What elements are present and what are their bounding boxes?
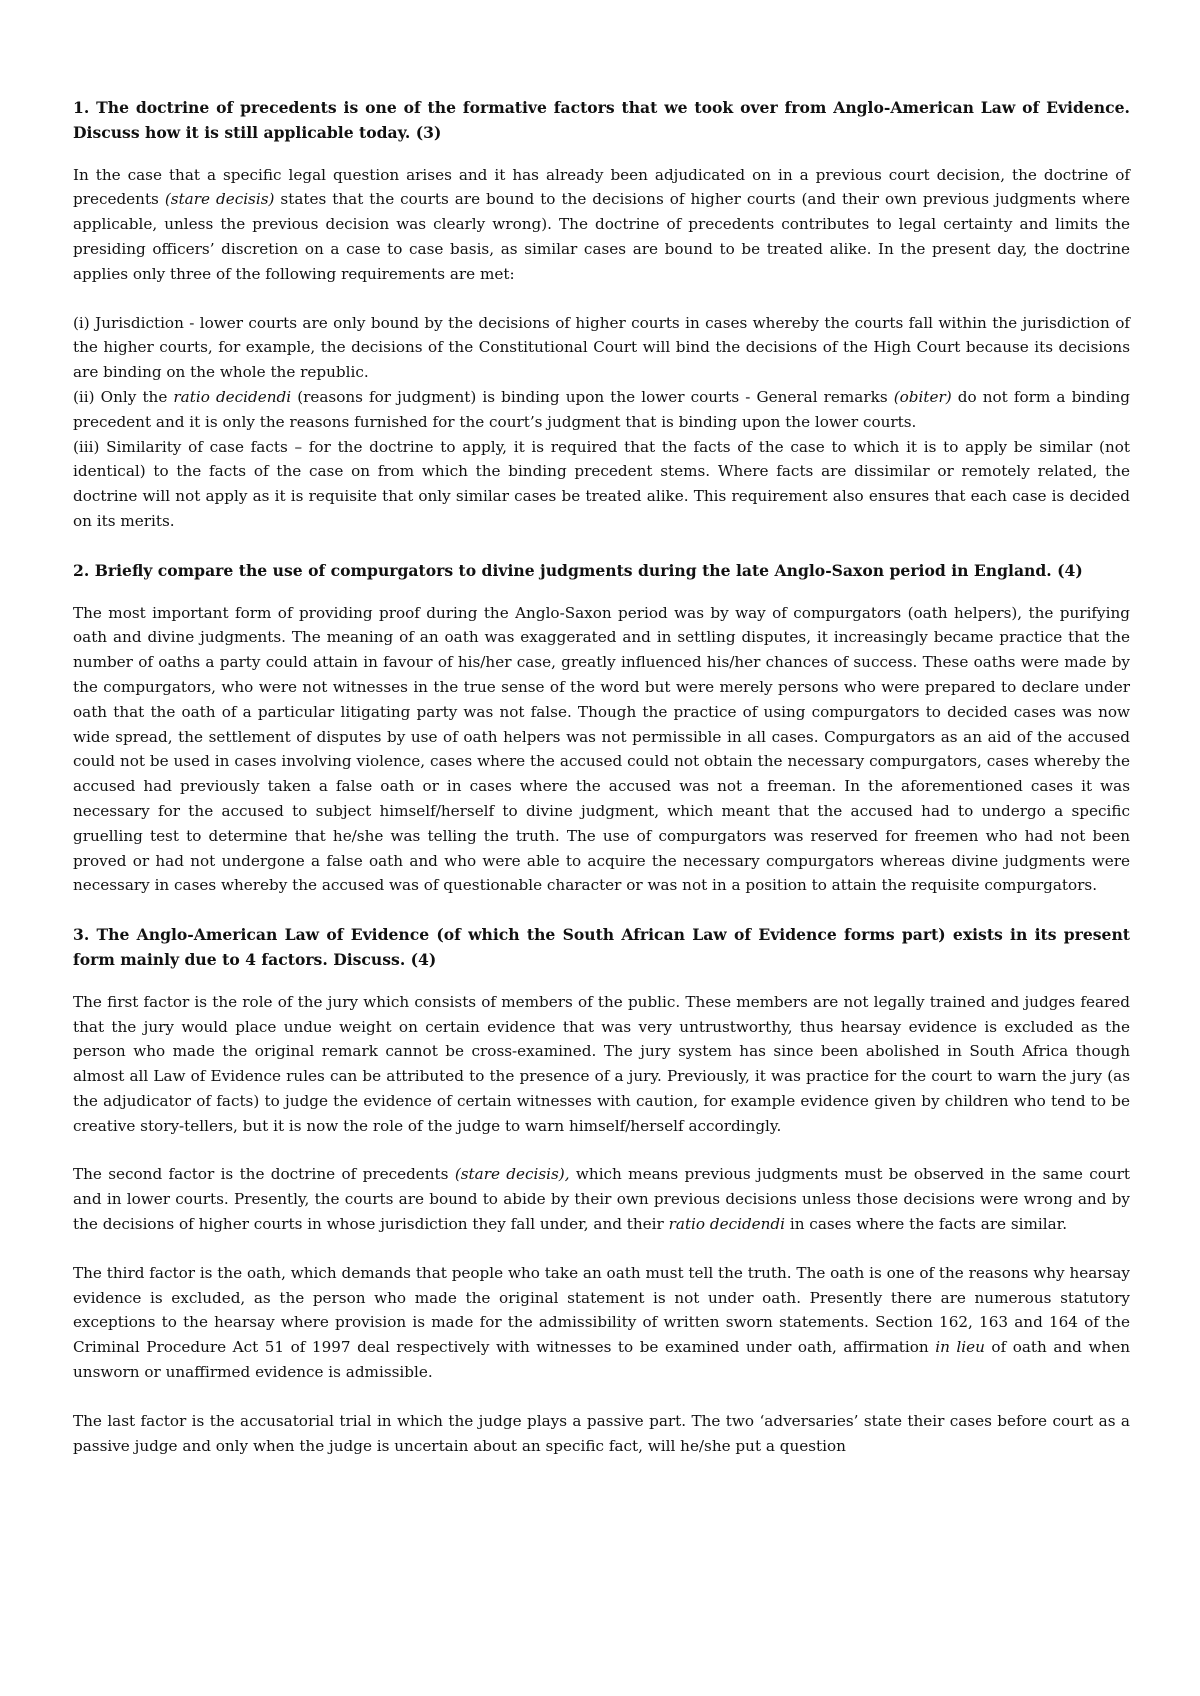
q1-intro-text-b: states that the courts are bound to the decisions of higher courts (and their own previous judgments where applicable, unless the previous decision was clearly wrong). The doctrine of precedents contributes to legal certainty and limits the presiding officers’ discretion on a case to case basis, as similar cases are bound to be treated alike. In the present day, the doctrine applies only three of the following requirements are met: — [73, 190, 1131, 283]
q3-factor2-text-c: in cases where the facts are similar. — [785, 1215, 1068, 1234]
q3-factor2-text-b: which means previous judgments must be observed in the same court and in lower courts. Presently, the courts are bound to abide by their own previous decisions unless those decisions were wrong and by the decisions of higher courts in whose jurisdiction they fall under, and their — [73, 1165, 1130, 1234]
question-1-heading: 1. The doctrine of precedents is one of the formative factors that we took over from Anglo-American Law of Evidence. Discuss how it is still applicable today. (3) — [73, 98, 1130, 142]
question-2-heading: 2. Briefly compare the use of compurgators to divine judgments during the late Anglo-Saxon period in England. (4) — [73, 560, 1083, 580]
q1-intro-italic: (stare decisis) — [164, 190, 275, 209]
q3-factor-2-paragraph — [73, 1162, 1130, 1236]
q1-req2-text-b: (reasons for judgment) is binding upon the lower courts - General remarks — [291, 387, 894, 406]
q3-factor2-italic-1: (stare decisis), — [454, 1165, 570, 1184]
q1-intro-text-a: In the case that a specific legal question arises and it has already been adjudicated on in a previous court decision, the doctrine of precedents — [73, 165, 1130, 209]
q1-requirement-3: (iii) Similarity of case facts – for the doctrine to apply, it is required that the facts of the case to which it is to apply be similar (not identical) to the facts of the case on from which the binding precedent stems. Where facts are dissimilar or remotely related, the doctrine will not apply as it is requisite that only similar cases be treated alike. This requirement also ensures that each case is decided on its merits. — [73, 437, 1130, 530]
q3-factor-3-paragraph — [73, 1261, 1130, 1385]
q3-factor3-text-b: of oath and when unsworn or unaffirmed evidence is admissible. — [73, 1338, 1130, 1382]
question-3-heading: 3. The Anglo-American Law of Evidence (of which the South African Law of Evidence forms part) exists in its present form mainly due to 4 factors. Discuss. (4) — [73, 925, 1130, 969]
q1-requirement-2 — [73, 385, 1130, 435]
q3-factor3-text-a: The third factor is the oath, which demands that people who take an oath must tell the truth. The oath is one of the reasons why hearsay evidence is excluded, as the person who made the original statement is not under oath. Presently there are numerous statutory exceptions to the hearsay where provision is made for the admissibility of written sworn statements. Section 162, 163 and 164 of the Criminal Procedure Act 51 of 1997 deal respectively with witnesses to be examined under oath, affirmation — [73, 1263, 1130, 1357]
q3-factor2-text-a: The second factor is the doctrine of precedents — [73, 1165, 455, 1184]
q1-req2-text-a: (ii) Only the — [73, 387, 174, 406]
q3-factor-4-paragraph: The last factor is the accusatorial trial in which the judge plays a passive part. The two ‘adversaries’ state their cases before court as a passive judge and only when the judge is uncertain about an specific fact, will he/she put a question — [73, 1411, 1130, 1455]
q3-factor2-italic-2: ratio decidendi — [668, 1215, 786, 1234]
q2-body-paragraph: The most important form of providing proof during the Anglo-Saxon period was by way of compurgators (oath helpers), the purifying oath and divine judgments. The meaning of an oath was exaggerated and in settling disputes, it increasingly became practice that the number of oaths a party could attain in favour of his/her case, greatly influenced his/her chances of success. These oaths were made by the compurgators, who were not witnesses in the true sense of the word but were merely persons who were prepared to declare under oath that the oath of a particular litigating party was not false. Though the practice of using compurgators to decided cases was now wide spread, the settlement of disputes by use of oath helpers was not permissible in all cases. Compurgators as an aid of the accused could not be used in cases involving violence, cases where the accused could not obtain the necessary compurgators, cases whereby the accused had previously taken a false oath or in cases where the accused was not a freeman. In the aforementioned cases it was necessary for the accused to subject himself/herself to divine judgment, which meant that the accused had to undergo a specific gruelling test to determine that he/she was telling the truth. The use of compurgators was reserved for freemen who had not been proved or had not undergone a false oath and who were able to acquire the necessary compurgators whereas divine judgments were necessary in cases whereby the accused was of questionable character or was not in a position to attain the requisite compurgators. — [73, 603, 1130, 895]
q1-requirement-1: (i) Jurisdiction - lower courts are only bound by the decisions of higher courts in cases whereby the courts fall within the jurisdiction of the higher courts, for example, the decisions of the Constitutional Court will bind the decisions of the High Court because its decisions are binding on the whole the republic. — [73, 313, 1130, 382]
q1-intro-paragraph — [73, 163, 1130, 287]
q3-factor-1-paragraph: The first factor is the role of the jury which consists of members of the public. These members are not legally trained and judges feared that the jury would place undue weight on certain evidence that was very untrustworthy, thus hearsay evidence is excluded as the person who made the original remark cannot be cross-examined. The jury system has since been abolished in South Africa though almost all Law of Evidence rules can be attributed to the presence of a jury. Previously, it was practice for the court to warn the jury (as the adjudicator of facts) to judge the evidence of certain witnesses with caution, for example evidence given by children who tend to be creative story-tellers, but it is now the role of the judge to warn himself/herself accordingly. — [73, 992, 1130, 1135]
q1-req2-text-c: do not form a binding precedent and it is only the reasons furnished for the court’s judgment that is binding upon the lower courts. — [73, 387, 1131, 431]
q1-req2-italic-1: ratio decidendi — [173, 387, 292, 406]
q1-req2-italic-2: (obiter) — [893, 387, 952, 406]
q3-factor3-italic: in lieu — [935, 1338, 985, 1357]
